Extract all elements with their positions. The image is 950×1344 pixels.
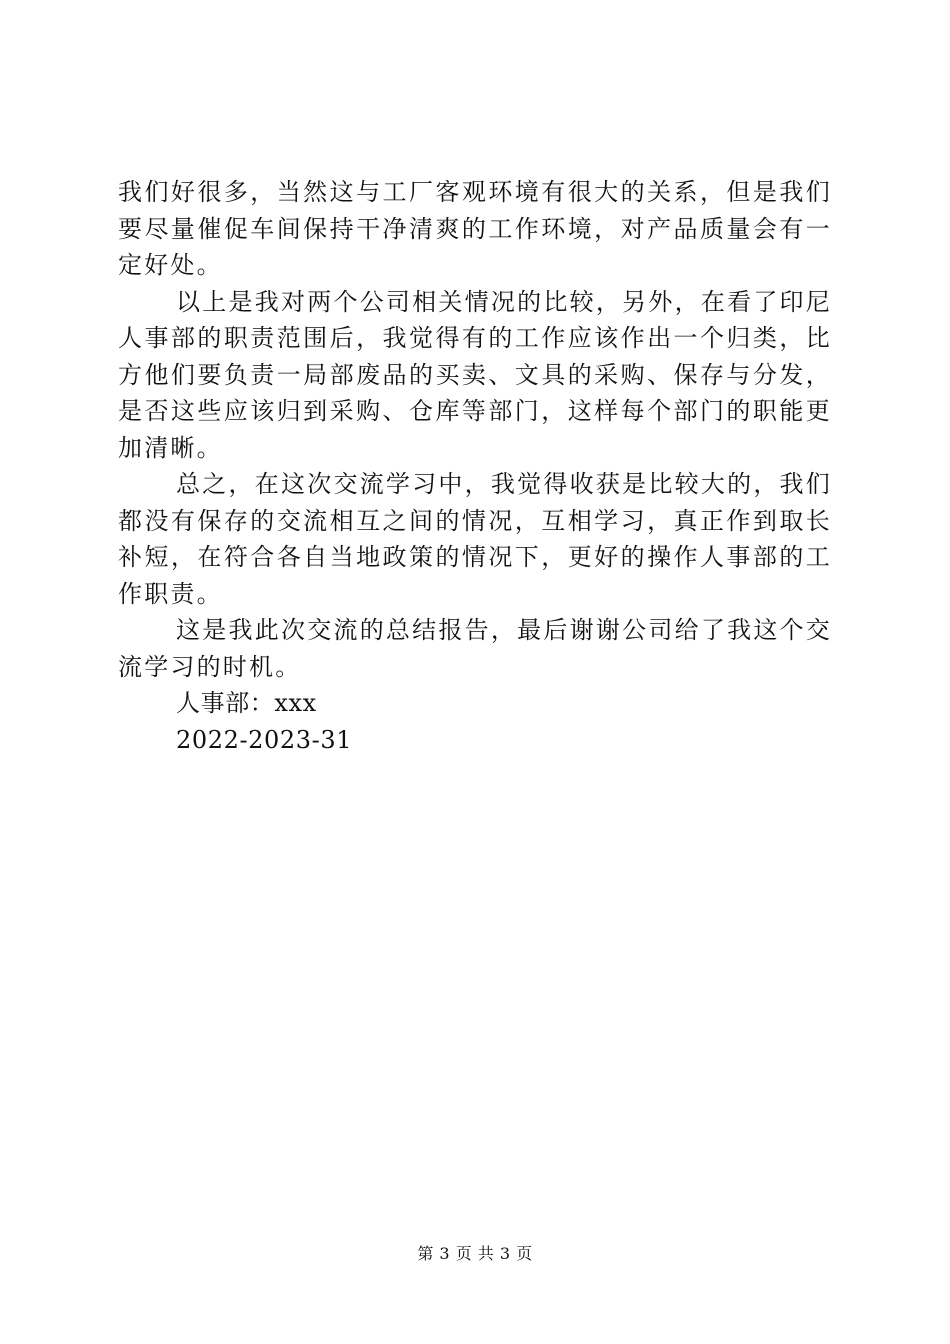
signature-department: 人事部：xxx [176,689,317,717]
page-number-footer: 第 3 页 共 3 页 [417,1244,533,1263]
signature-date: 2022-2023-31 [176,725,353,754]
document-body [118,174,832,758]
paragraph-comparison: 以上是我对两个公司相关情况的比较，另外，在看了印尼人事部的职责范围后，我觉得有的工作应该作出一个归类，比方他们要负责一局部废品的买卖、文具的采购、保存与分发，是否这些应该归到采购、仓库等部门，这样每个部门的职能更加清晰。 [118,287,832,462]
paragraph-continuation: 我们好很多，当然这与工厂客观环境有很大的关系，但是我们要尽量催促车间保持干净清爽的工作环境，对产品质量会有一定好处。 [118,178,832,279]
paragraph-thanks: 这是我此次交流的总结报告，最后谢谢公司给了我这个交流学习的时机。 [118,616,832,681]
paragraph-conclusion: 总之，在这次交流学习中，我觉得收获是比较大的，我们都没有保存的交流相互之间的情况，互相学习，真正作到取长补短，在符合各自当地政策的情况下，更好的操作人事部的工作职责。 [118,470,832,608]
